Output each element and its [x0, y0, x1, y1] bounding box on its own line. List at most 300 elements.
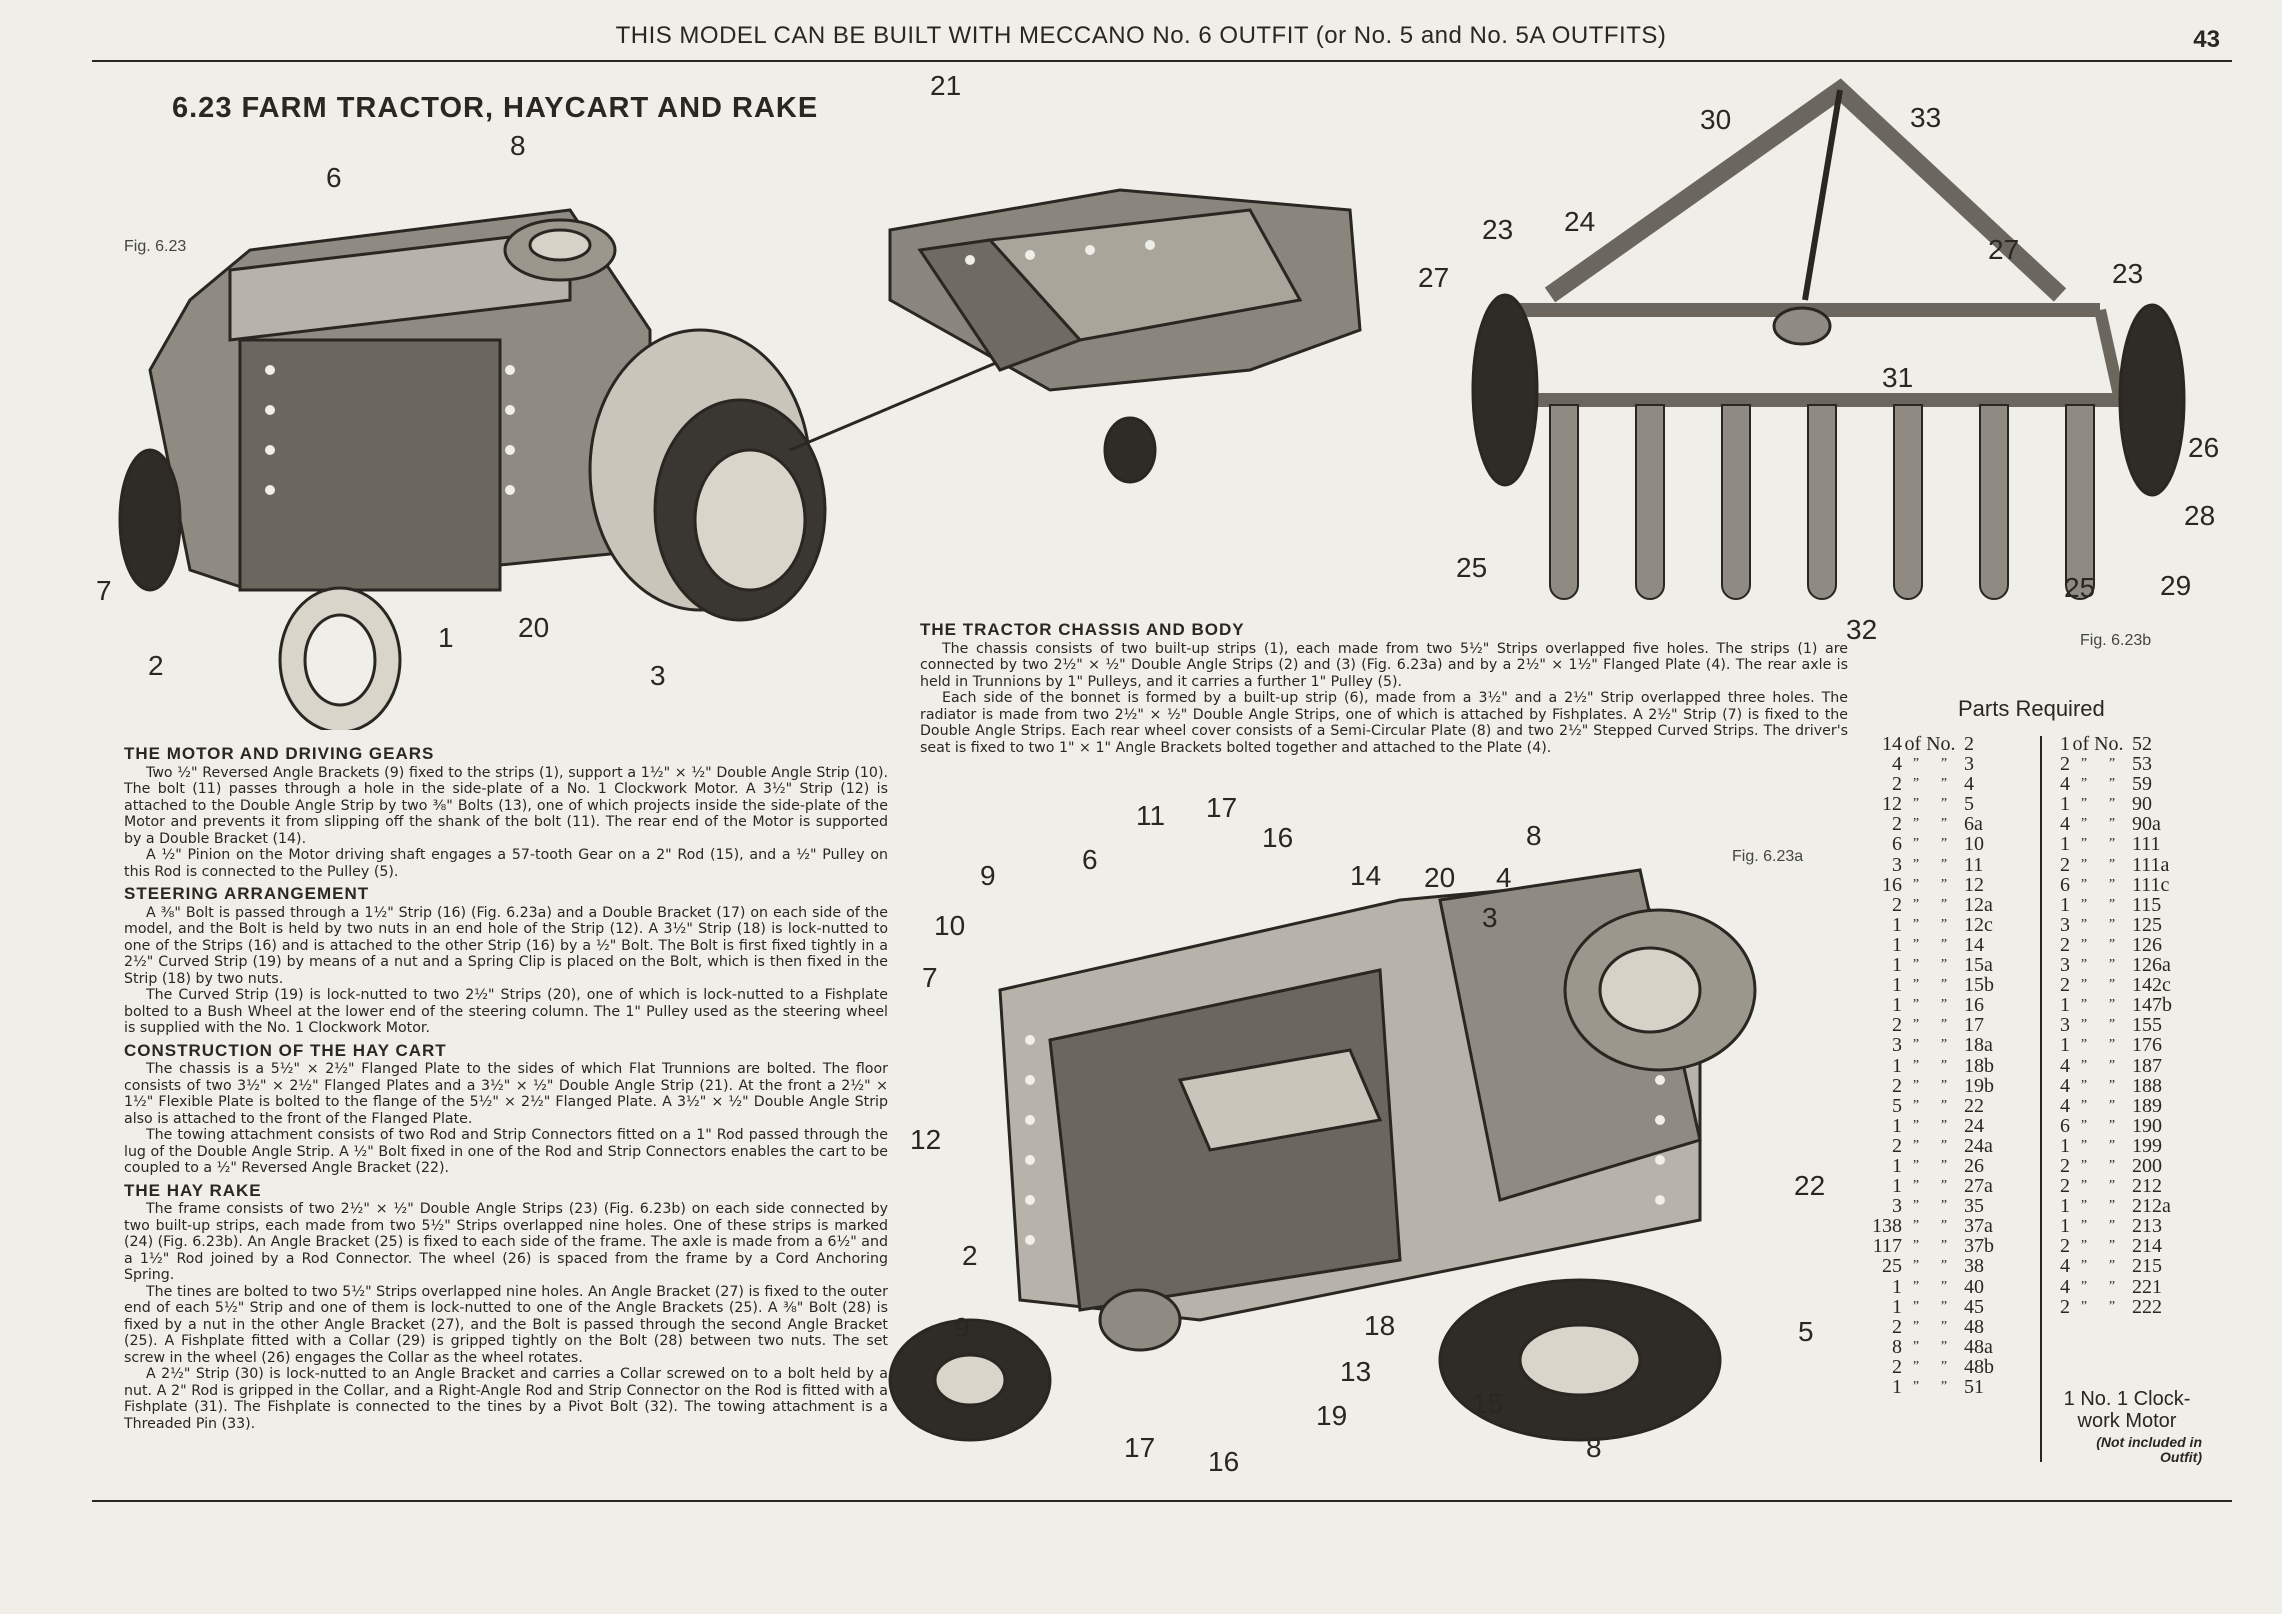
part-qty: 1	[1892, 1175, 1902, 1198]
part-qty: 1	[2060, 1215, 2070, 1238]
paragraph: A 2½" Strip (30) is lock-nutted to an Angle Bracket and carries a Collar screwed on to a bolt held by a nut. A 2" Rod is gripped in the Collar, and a Right-Angle Rod and Strip Connector on the Rod is fitted with a Fishplate (31). The Fishplate is connected to the tines by a Pivot Bolt (32). The towing attachment is a Threaded Pin (33).	[124, 1366, 888, 1432]
ditto-mark: ”	[1912, 1117, 1920, 1133]
part-number: 126a	[2132, 954, 2171, 977]
parts-row	[1868, 1156, 2024, 1176]
ditto-mark: ”	[1940, 1278, 1948, 1294]
ditto-mark: ”	[2080, 957, 2088, 973]
callout: 17	[1206, 792, 1238, 823]
ditto-mark: ”	[1912, 916, 1920, 932]
ditto-mark: ”	[1912, 1037, 1920, 1053]
part-qty: 2	[1892, 813, 1902, 836]
ditto-mark: ”	[2080, 1258, 2088, 1274]
parts-row	[2052, 875, 2192, 895]
part-number: 188	[2132, 1074, 2162, 1097]
paragraph: Each side of the bonnet is formed by a built-up strip (6), made from a 3½" and a 2½" Strip overlapped three holes. The radiator is made from two 2½" × ½" Double Angle Strips, one of which is attached by Fishplates. A 2½" Strip (7) is fixed to the Double Angle Strips. Each rear wheel cover consists of a Semi-Circular Plate (8) and two 2½" Stepped Curved Strips. The driver's seat is fixed to two 1" × 1" Angle Brackets bolted together and attached to the Plate (4).	[920, 690, 1848, 756]
paragraph: The tines are bolted to two 5½" Strips overlapped nine holes. An Angle Bracket (27) is fixed to the outer end of each 5½" Strip and one of them is lock-nutted to one of the Angle Brackets (25). A ⅜" Bolt (28) is fixed by a nut in the other Angle Bracket (27), and the Bolt is passed through the second Angle Bracket (25). A Fishplate fitted with a Collar (29) is gripped tightly on the Bolt (28) between two nuts. The set screw in the wheel (26) engages the Collar as the wheel rotates.	[124, 1283, 888, 1366]
part-number: 48	[1964, 1315, 1984, 1338]
ditto-mark: ”	[1940, 1198, 1948, 1214]
ditto-mark: ”	[1912, 1198, 1920, 1214]
part-number: 15a	[1964, 954, 1993, 977]
part-qty: 1	[1892, 933, 1902, 956]
ditto-mark: ”	[2080, 796, 2088, 812]
part-qty: 2	[1892, 773, 1902, 796]
section-heading: THE TRACTOR CHASSIS AND BODY	[920, 620, 1245, 639]
page-number: 43	[2193, 26, 2220, 53]
ditto-mark: ”	[1940, 1358, 1948, 1374]
callout: 9	[980, 860, 996, 891]
callout: 12	[910, 1124, 942, 1155]
parts-row	[1868, 995, 2024, 1015]
section-heading: CONSTRUCTION OF THE HAY CART	[124, 1040, 447, 1060]
fig-a-label: Fig. 6.23a	[1732, 848, 1804, 865]
part-qty: 4	[2060, 1054, 2070, 1077]
part-qty: 117	[1872, 1235, 1902, 1258]
parts-row	[2052, 774, 2192, 794]
parts-row	[1868, 734, 2024, 754]
part-number: 4	[1964, 773, 1974, 796]
ditto-mark: ”	[2108, 1198, 2116, 1214]
ditto-mark: ”	[2080, 1137, 2088, 1153]
callout: 3	[1482, 902, 1498, 933]
part-qty: 4	[1892, 753, 1902, 776]
ditto-mark: ”	[1912, 977, 1920, 993]
ditto-mark: ”	[2080, 1117, 2088, 1133]
part-qty: 6	[1892, 833, 1902, 856]
part-qty: 1	[1892, 913, 1902, 936]
ditto-mark: ”	[2108, 816, 2116, 832]
part-number: 12	[1964, 873, 1984, 896]
ditto-mark: ”	[2108, 957, 2116, 973]
ditto-mark: ”	[1912, 816, 1920, 832]
callout: 27	[1418, 262, 1450, 293]
hay-rake-illustration	[1400, 70, 2240, 630]
ditto-mark: ”	[1912, 1278, 1920, 1294]
part-number: 215	[2132, 1255, 2162, 1278]
callout: 4	[1496, 862, 1512, 893]
ditto-mark: ”	[2080, 896, 2088, 912]
callout: 6	[326, 162, 342, 193]
ditto-mark: ”	[1912, 836, 1920, 852]
part-qty: 3	[2060, 913, 2070, 936]
ditto-mark: ”	[2108, 1057, 2116, 1073]
ditto-mark: ”	[2108, 856, 2116, 872]
parts-list-left	[1868, 734, 2024, 1397]
paragraph: A ⅜" Bolt is passed through a 1½" Strip (16) (Fig. 6.23a) and a Double Bracket (17) on each side of the model, and the Bolt is held by two nuts in an end hole of the Strip (12). A 3½" Strip (18) is lock-nutted to one of the Strips (16) and is attached to the other Strip (16) by a ½" Bolt. The Bolt is first fixed tightly in a 2½" Curved Strip (19) by means of a nut and a Spring Clip is placed on the Bolt, which is then fixed in the Strip (18) by two nuts.	[124, 904, 888, 987]
parts-row	[1868, 1216, 2024, 1236]
ditto-mark: ”	[1940, 816, 1948, 832]
paragraph: Two ½" Reversed Angle Brackets (9) fixed to the strips (1), support a 1½" × ½" Double Angle Strip (10). The bolt (11) passes through a hole in the side-plate of a No. 1 Clockwork Motor. A 3½" Strip (12) is attached to the Double Angle Strip by two ⅜" Bolts (13), one of which projects inside the side-plate of the Motor and prevents it from slipping off the shank of the bolt (11). The rear end of the Motor is supported by a Double Bracket (14).	[124, 764, 888, 847]
callout: 32	[1846, 614, 1878, 645]
paragraph: The chassis consists of two built-up strips (1), each made from two 5½" Strips overlapped five holes. The strips (1) are connected by two 2½" × ½" Double Angle Strips (2) and (3) (Fig. 6.23a) and by a 2½" × 1½" Flanged Plate (4). The rear axle is held in Trunnions by 1" Pulleys, and it carries a further 1" Pulley (5).	[920, 640, 1848, 690]
part-qty: 4	[2060, 1275, 2070, 1298]
part-number: 12a	[1964, 893, 1993, 916]
part-number: 90	[2132, 793, 2152, 816]
callout: 2	[962, 1240, 978, 1271]
footer-rule	[92, 1500, 2232, 1502]
callout: 1	[438, 622, 454, 653]
part-number: 189	[2132, 1094, 2162, 1117]
ditto-mark: ”	[2108, 977, 2116, 993]
ditto-mark: ”	[1940, 1218, 1948, 1234]
ditto-mark: ”	[1912, 1218, 1920, 1234]
part-number: 111c	[2132, 873, 2170, 896]
part-qty: 12	[1882, 793, 1902, 816]
part-number: 22	[1964, 1094, 1984, 1117]
callout: 8	[1586, 1432, 1602, 1463]
ditto-mark: ”	[1940, 957, 1948, 973]
parts-row	[1868, 875, 2024, 895]
running-header: THIS MODEL CAN BE BUILT WITH MECCANO No. 6 OUTFIT (or No. 5 and No. 5A OUTFITS)	[615, 22, 1667, 49]
parts-row	[2052, 1176, 2192, 1196]
parts-row	[2052, 855, 2192, 875]
part-qty: 1	[1892, 994, 1902, 1017]
part-number: 35	[1964, 1195, 1984, 1218]
part-number: 37b	[1964, 1235, 1994, 1258]
ditto-mark: ”	[1940, 936, 1948, 952]
part-number: 16	[1964, 994, 1984, 1017]
part-number: 222	[2132, 1295, 2162, 1318]
ditto-mark: ”	[2080, 776, 2088, 792]
ditto-mark: ”	[1940, 876, 1948, 892]
part-number: 52	[2132, 733, 2152, 755]
part-qty: 2	[2060, 753, 2070, 776]
callout: 23	[2112, 258, 2144, 289]
part-number: 37a	[1964, 1215, 1993, 1238]
part-number: 147b	[2132, 994, 2172, 1017]
ditto-mark: ”	[1940, 836, 1948, 852]
ditto-mark: ”	[2108, 1097, 2116, 1113]
part-number: 18a	[1964, 1034, 1993, 1057]
part-number: 24	[1964, 1114, 1984, 1137]
part-qty: 6	[2060, 1114, 2070, 1137]
ditto-mark: ”	[1940, 1037, 1948, 1053]
ditto-mark: ”	[2080, 836, 2088, 852]
part-number: 90a	[2132, 813, 2161, 836]
part-number: 214	[2132, 1235, 2162, 1258]
part-prefix: of No.	[1904, 733, 1956, 755]
ditto-mark: ”	[2080, 816, 2088, 832]
ditto-mark: ”	[1912, 1057, 1920, 1073]
ditto-mark: ”	[1940, 1117, 1948, 1133]
callout: 21	[930, 70, 962, 101]
callout: 6	[1082, 844, 1098, 875]
ditto-mark: ”	[1912, 776, 1920, 792]
part-qty: 14	[1882, 733, 1902, 755]
part-qty: 4	[2060, 1094, 2070, 1117]
part-number: 155	[2132, 1014, 2162, 1037]
parts-row	[2052, 794, 2192, 814]
ditto-mark: ”	[1912, 1358, 1920, 1374]
part-number: 212a	[2132, 1195, 2171, 1218]
callout: 8	[1526, 820, 1542, 851]
parts-row	[1868, 915, 2024, 935]
ditto-mark: ”	[1940, 977, 1948, 993]
section-heading: STEERING ARRANGEMENT	[124, 884, 370, 903]
part-qty: 2	[1892, 1355, 1902, 1378]
part-number: 221	[2132, 1275, 2162, 1298]
callout: 18	[1364, 1310, 1396, 1341]
parts-row	[2052, 1076, 2192, 1096]
part-number: 200	[2132, 1154, 2162, 1177]
callout: 25	[1456, 552, 1488, 583]
part-qty: 2	[1892, 1134, 1902, 1157]
part-number: 48a	[1964, 1335, 1993, 1358]
callout: 33	[1910, 102, 1942, 133]
parts-motor: 1 No. 1 Clock-work Motor	[2063, 1388, 2191, 1432]
paragraph: The frame consists of two 2½" × ½" Double Angle Strips (23) (Fig. 6.23b) on each side connected by two built-up strips, each made from two 5½" Strips overlapped nine holes. One of these strips is marked (24) (Fig. 6.23b). An Angle Bracket (25) is fixed to each side of the frame. The axle is made from a 6½" and a 1½" Rod joined by a Rod Connector. The wheel (26) is spaced from the frame by a Cord Anchoring Spring.	[124, 1201, 888, 1283]
fig-b-label: Fig. 6.23b	[2080, 632, 2152, 649]
ditto-mark: ”	[2080, 1077, 2088, 1093]
ditto-mark: ”	[2108, 936, 2116, 952]
ditto-mark: ”	[1940, 1157, 1948, 1173]
part-qty: 1	[2060, 793, 2070, 816]
ditto-mark: ”	[2108, 1238, 2116, 1254]
part-qty: 3	[1892, 853, 1902, 876]
part-qty: 16	[1882, 873, 1902, 896]
part-number: 6a	[1964, 813, 1983, 836]
parts-row	[1868, 1196, 2024, 1216]
parts-row	[1868, 855, 2024, 875]
part-qty: 2	[2060, 1295, 2070, 1318]
parts-row	[2052, 1096, 2192, 1116]
part-number: 212	[2132, 1175, 2162, 1198]
part-number: 40	[1964, 1275, 1984, 1298]
part-qty: 3	[2060, 1014, 2070, 1037]
ditto-mark: ”	[1912, 1318, 1920, 1334]
ditto-mark: ”	[2080, 1017, 2088, 1033]
part-number: 213	[2132, 1215, 2162, 1238]
part-qty: 2	[1892, 893, 1902, 916]
parts-row	[2052, 1236, 2192, 1256]
part-number: 26	[1964, 1154, 1984, 1177]
ditto-mark: ”	[2080, 936, 2088, 952]
ditto-mark: ”	[1940, 756, 1948, 772]
part-number: 190	[2132, 1114, 2162, 1137]
ditto-mark: ”	[1940, 1178, 1948, 1194]
paragraph: The towing attachment consists of two Rod and Strip Connectors fitted on a 1" Rod passed through the lug of the Double Angle Strip. A ½" Bolt fixed in one of the Rod and Strip Connectors enables the cart to be coupled to a ½" Reversed Angle Bracket (22).	[124, 1127, 888, 1176]
parts-row	[1868, 1096, 2024, 1116]
parts-row	[1868, 774, 2024, 794]
ditto-mark: ”	[2108, 796, 2116, 812]
part-number: 11	[1964, 853, 1984, 876]
callout: 14	[1350, 860, 1382, 891]
part-qty: 1	[1892, 954, 1902, 977]
part-qty: 1	[1892, 1054, 1902, 1077]
part-number: 15b	[1964, 974, 1994, 997]
parts-row	[2052, 1035, 2192, 1055]
callout: 16	[1262, 822, 1294, 853]
parts-row	[2052, 1116, 2192, 1136]
callout: 11	[1136, 800, 1166, 831]
ditto-mark: ”	[2080, 1218, 2088, 1234]
parts-row	[2052, 814, 2192, 834]
part-qty: 6	[2060, 873, 2070, 896]
parts-row	[2052, 734, 2192, 754]
part-number: 24a	[1964, 1134, 1993, 1157]
ditto-mark: ”	[1912, 957, 1920, 973]
part-qty: 4	[2060, 1074, 2070, 1097]
part-number: 3	[1964, 753, 1974, 776]
paragraph: The chassis is a 5½" × 2½" Flanged Plate to the sides of which Flat Trunnions are bolted. The floor consists of two 3½" × 2½" Flanged Plates and a 3½" × ½" Double Angle Strip (21). At the front a 2½" × 1½" Flexible Plate is bolted to the flange of the 5½" × 2½" Flanged Plate. A 3½" × ½" Double Angle Strip also is attached to the front of the Flanged Plate.	[124, 1061, 888, 1127]
part-qty: 5	[1892, 1094, 1902, 1117]
part-qty: 2	[2060, 974, 2070, 997]
ditto-mark: ”	[2080, 1157, 2088, 1173]
parts-row	[1868, 1357, 2024, 1377]
ditto-mark: ”	[2080, 916, 2088, 932]
ditto-mark: ”	[2080, 856, 2088, 872]
parts-row	[2052, 1136, 2192, 1156]
parts-row	[1868, 1377, 2024, 1397]
parts-row	[1868, 1176, 2024, 1196]
callout: 10	[934, 910, 966, 941]
parts-row	[2052, 915, 2192, 935]
part-qty: 2	[2060, 1175, 2070, 1198]
part-number: 125	[2132, 913, 2162, 936]
ditto-mark: ”	[2108, 1037, 2116, 1053]
part-qty: 2	[1892, 1315, 1902, 1338]
part-number: 111a	[2132, 853, 2170, 876]
part-qty: 3	[1892, 1195, 1902, 1218]
callout: 16	[1208, 1446, 1240, 1477]
parts-row	[1868, 955, 2024, 975]
part-qty: 2	[2060, 933, 2070, 956]
part-number: 176	[2132, 1034, 2162, 1057]
callout: 7	[96, 575, 112, 606]
part-qty: 3	[1892, 1034, 1902, 1057]
part-number: 45	[1964, 1295, 1984, 1318]
part-qty: 2	[2060, 1235, 2070, 1258]
callout: 30	[1700, 104, 1732, 135]
ditto-mark: ”	[2080, 1238, 2088, 1254]
ditto-mark: ”	[1940, 1137, 1948, 1153]
paragraph: A ½" Pinion on the Motor driving shaft engages a 57-tooth Gear on a 2" Rod (15), and a ½" Pulley on this Rod is connected to the Pulley (5).	[124, 847, 888, 880]
ditto-mark: ”	[1940, 1298, 1948, 1314]
parts-row	[1868, 754, 2024, 774]
parts-row	[2052, 1056, 2192, 1076]
parts-heading: Parts Required	[1958, 696, 2105, 721]
part-number: 142c	[2132, 974, 2171, 997]
callout: 9	[954, 1312, 970, 1343]
callout: 20	[1424, 862, 1456, 893]
parts-row	[2052, 995, 2192, 1015]
ditto-mark: ”	[2080, 1278, 2088, 1294]
parts-row	[1868, 1236, 2024, 1256]
parts-row	[1868, 975, 2024, 995]
ditto-mark: ”	[2108, 896, 2116, 912]
ditto-mark: ”	[2108, 1218, 2116, 1234]
part-number: 53	[2132, 753, 2152, 776]
part-number: 38	[1964, 1255, 1984, 1278]
ditto-mark: ”	[1940, 796, 1948, 812]
ditto-mark: ”	[1912, 1137, 1920, 1153]
callout: 7	[922, 962, 938, 993]
parts-row	[1868, 814, 2024, 834]
callout: 3	[650, 660, 666, 691]
callout: 5	[1798, 1316, 1814, 1347]
parts-row	[2052, 1277, 2192, 1297]
ditto-mark: ”	[1912, 1157, 1920, 1173]
part-number: 126	[2132, 933, 2162, 956]
part-number: 199	[2132, 1134, 2162, 1157]
part-qty: 1	[2060, 1034, 2070, 1057]
parts-motor-note: (Not included in Outfit)	[2096, 1434, 2202, 1465]
section-heading: THE MOTOR AND DRIVING GEARS	[124, 744, 435, 763]
ditto-mark: ”	[1912, 1258, 1920, 1274]
ditto-mark: ”	[1912, 1379, 1920, 1394]
callout: 28	[2184, 500, 2216, 531]
callout: 20	[518, 612, 550, 643]
callout: 29	[2160, 570, 2192, 601]
ditto-mark: ”	[1940, 1097, 1948, 1113]
callout: 24	[1564, 206, 1596, 237]
ditto-mark: ”	[1912, 997, 1920, 1013]
part-number: 14	[1964, 933, 1984, 956]
ditto-mark: ”	[1940, 1258, 1948, 1274]
parts-row	[2052, 1196, 2192, 1216]
part-prefix: of No.	[2072, 733, 2124, 755]
ditto-mark: ”	[2108, 1117, 2116, 1133]
parts-row	[2052, 834, 2192, 854]
ditto-mark: ”	[2080, 997, 2088, 1013]
parts-row	[1868, 1337, 2024, 1357]
ditto-mark: ”	[1940, 997, 1948, 1013]
parts-divider	[2040, 736, 2042, 1462]
ditto-mark: ”	[2108, 1137, 2116, 1153]
parts-row	[2052, 1256, 2192, 1276]
ditto-mark: ”	[2108, 1178, 2116, 1194]
part-qty: 1	[2060, 893, 2070, 916]
model-title: 6.23 FARM TRACTOR, HAYCART AND RAKE	[172, 92, 819, 124]
ditto-mark: ”	[2080, 1198, 2088, 1214]
ditto-mark: ”	[2108, 1017, 2116, 1033]
parts-row	[2052, 955, 2192, 975]
callout: 2	[148, 650, 164, 681]
ditto-mark: ”	[2108, 997, 2116, 1013]
ditto-mark: ”	[1940, 1017, 1948, 1033]
part-qty: 4	[2060, 813, 2070, 836]
ditto-mark: ”	[1940, 916, 1948, 932]
callout: 27	[1988, 234, 2020, 265]
parts-row	[1868, 1116, 2024, 1136]
ditto-mark: ”	[1940, 1318, 1948, 1334]
part-qty: 4	[2060, 1255, 2070, 1278]
ditto-mark: ”	[1912, 1017, 1920, 1033]
ditto-mark: ”	[2108, 836, 2116, 852]
parts-row	[1868, 1317, 2024, 1337]
part-number: 2	[1964, 733, 1974, 755]
part-number: 27a	[1964, 1175, 1993, 1198]
parts-row	[1868, 1076, 2024, 1096]
parts-row	[2052, 1156, 2192, 1176]
ditto-mark: ”	[2108, 1077, 2116, 1093]
ditto-mark: ”	[2108, 1258, 2116, 1274]
part-number: 5	[1964, 793, 1974, 816]
callout: 13	[1340, 1356, 1372, 1387]
parts-row	[1868, 935, 2024, 955]
callout: 17	[1124, 1432, 1156, 1463]
parts-row	[1868, 794, 2024, 814]
ditto-mark: ”	[2080, 1057, 2088, 1073]
ditto-mark: ”	[1940, 1057, 1948, 1073]
part-qty: 3	[2060, 954, 2070, 977]
ditto-mark: ”	[1940, 856, 1948, 872]
callout: 8	[510, 130, 526, 161]
ditto-mark: ”	[1940, 1077, 1948, 1093]
callout: 15	[1472, 1388, 1504, 1419]
part-qty: 138	[1872, 1215, 1902, 1238]
part-number: 10	[1964, 833, 1984, 856]
parts-row	[1868, 834, 2024, 854]
